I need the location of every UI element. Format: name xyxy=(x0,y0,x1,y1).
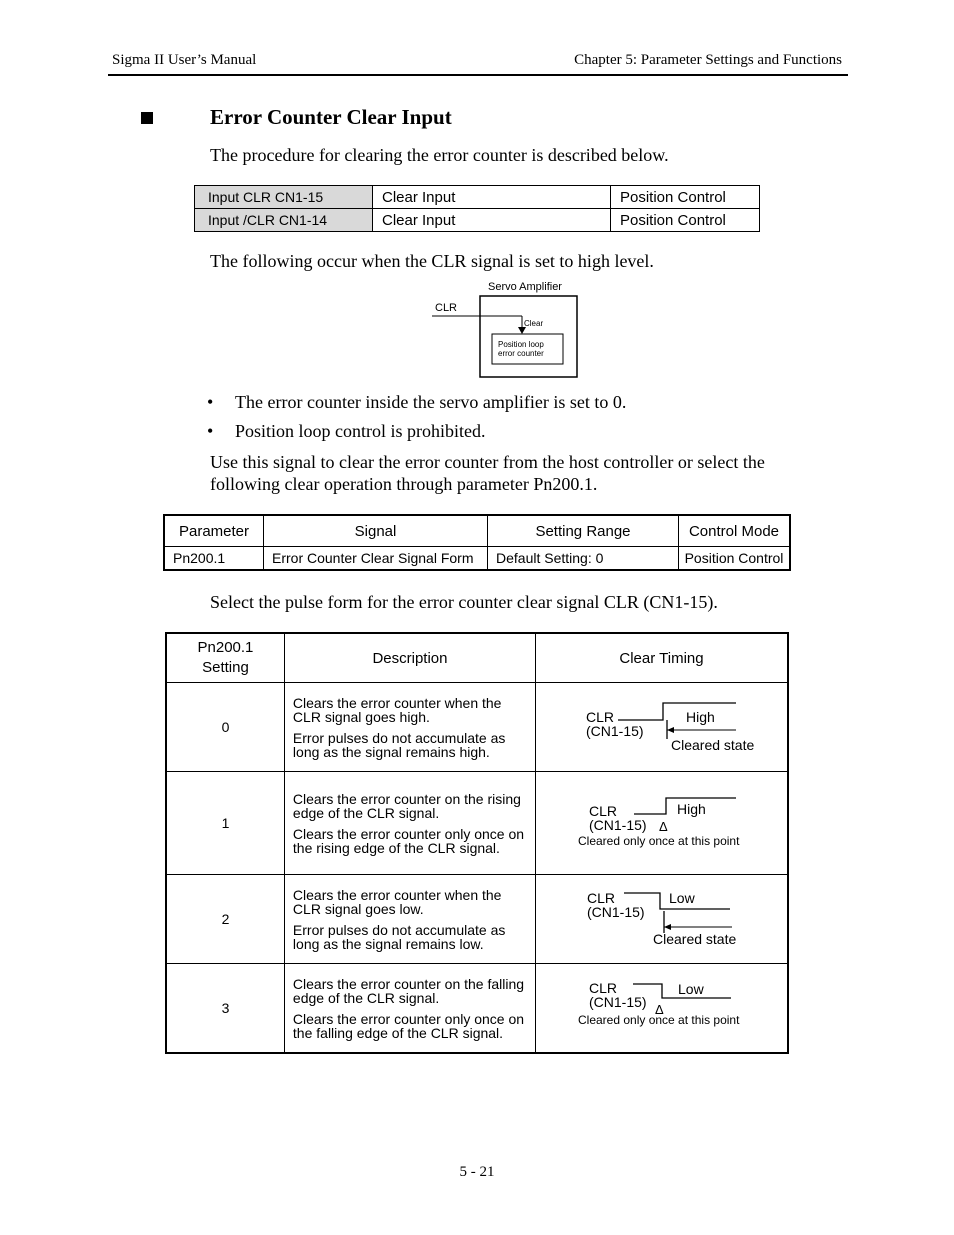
table-cell: Clear Input xyxy=(373,186,611,209)
timing-signal-label: CLR xyxy=(589,980,618,996)
timing-cell xyxy=(536,772,789,875)
header-setting-line1: Pn200.1 xyxy=(197,639,254,656)
column-header-description: Description xyxy=(284,633,535,683)
setting-value: 0 xyxy=(166,683,284,772)
description-cell xyxy=(284,875,535,964)
bullet-icon: • xyxy=(207,392,214,412)
table-cell: Pn200.1 xyxy=(164,547,264,571)
timing-diagram-rising xyxy=(536,772,787,870)
bullet-text: The error counter inside the servo amplifier is set to 0. xyxy=(235,392,627,412)
timing-signal-pin: (CN1-15) xyxy=(586,723,644,739)
clear-setting-table xyxy=(165,632,789,1054)
timing-signal-pin: (CN1-15) xyxy=(589,817,647,833)
description-text: Clears the error counter on the rising xyxy=(292,790,521,807)
table-cell: Position Control xyxy=(611,186,760,209)
parameter-table xyxy=(163,514,791,571)
timing-signal-pin: (CN1-15) xyxy=(589,994,647,1010)
section-title: Error Counter Clear Input xyxy=(210,105,452,129)
timing-cell xyxy=(536,683,789,772)
box-label-line1: Position loop xyxy=(498,340,544,349)
diagram-title: Servo Amplifier xyxy=(488,281,562,293)
description-text: edge of the CLR signal. xyxy=(292,804,440,821)
timing-diagram-low xyxy=(536,875,787,959)
box-label-line2: error counter xyxy=(498,349,544,358)
list-item xyxy=(207,421,486,442)
use-paragraph-line2: following clear operation through parameter Pn200.1. xyxy=(210,474,598,494)
input-signal-table xyxy=(194,185,760,232)
timing-diagram-falling xyxy=(536,964,787,1048)
table-row xyxy=(166,875,788,964)
description-text: Clears the error counter when the xyxy=(292,694,502,711)
description-cell xyxy=(284,683,535,772)
list-item xyxy=(207,392,626,413)
use-paragraph-line1: Use this signal to clear the error counter from the host controller or select the xyxy=(210,452,765,472)
amplifier-box xyxy=(480,296,577,377)
column-header: Control Mode xyxy=(679,515,791,547)
description-line xyxy=(293,923,527,951)
description-text: Error pulses do not accumulate as xyxy=(292,921,506,938)
timing-note: Cleared state xyxy=(653,931,737,947)
column-header: Signal xyxy=(264,515,488,547)
description-line xyxy=(293,977,527,1005)
signal-level-label: Low xyxy=(669,890,695,906)
description-text: edge of the CLR signal. xyxy=(292,989,440,1006)
table-row xyxy=(195,209,760,232)
servo-amplifier-diagram xyxy=(420,276,600,386)
description-text: long as the signal remains high. xyxy=(292,743,490,760)
page-number: 5 - 21 xyxy=(459,1164,495,1180)
table-cell: Position Control xyxy=(611,209,760,232)
column-header: Parameter xyxy=(164,515,264,547)
description-line xyxy=(293,888,527,916)
description-text: CLR signal goes low. xyxy=(292,900,424,917)
bullet-icon: • xyxy=(207,421,214,441)
delta-marker-icon: Δ xyxy=(655,1002,664,1017)
description-line xyxy=(293,792,527,820)
signal-level-label: High xyxy=(686,709,715,725)
signal-level-label: Low xyxy=(678,981,704,997)
table-header-row xyxy=(164,515,790,547)
description-text: the rising edge of the CLR signal. xyxy=(292,839,500,856)
description-cell xyxy=(284,964,535,1054)
signal-level-label: High xyxy=(677,801,706,817)
bullet-text: Position loop control is prohibited. xyxy=(235,421,486,441)
timing-signal-pin: (CN1-15) xyxy=(587,904,645,920)
delta-marker-icon: Δ xyxy=(659,819,668,834)
description-text: Clears the error counter on the falling xyxy=(292,975,525,992)
description-text: Clears the error counter only once on xyxy=(292,1010,525,1027)
header-manual-title: Sigma II User’s Manual xyxy=(112,52,257,68)
description-line xyxy=(293,696,527,724)
setting-value: 3 xyxy=(166,964,284,1054)
header-rule xyxy=(108,74,848,76)
description-text: Clears the error counter only once on xyxy=(292,825,525,842)
column-header: Setting Range xyxy=(488,515,679,547)
column-header-timing: Clear Timing xyxy=(536,633,789,683)
description-text: Clears the error counter when the xyxy=(292,886,502,903)
table-cell: Default Setting: 0 xyxy=(488,547,679,571)
diagram-clear-label: Clear xyxy=(524,319,544,328)
clear-arrow-head xyxy=(518,327,526,334)
table-cell: Clear Input xyxy=(373,209,611,232)
description-text: CLR signal goes high. xyxy=(292,708,430,725)
header-setting-line2: Setting xyxy=(202,659,249,676)
intro-paragraph: The procedure for clearing the error counter is described below. xyxy=(210,145,669,165)
description-cell xyxy=(284,772,535,875)
pulse-form-paragraph: Select the pulse form for the error counter clear signal CLR (CN1-15). xyxy=(210,592,718,612)
table-cell: Position Control xyxy=(679,547,791,571)
table-cell: Input /CLR CN1-14 xyxy=(195,209,373,232)
description-text: Error pulses do not accumulate as xyxy=(292,729,506,746)
signal-waveform xyxy=(618,703,736,720)
cleared-state-arrow xyxy=(667,727,674,733)
timing-note: Cleared only once at this point xyxy=(578,1013,740,1027)
description-line xyxy=(293,1012,527,1040)
timing-diagram-high xyxy=(536,683,787,767)
timing-signal-label: CLR xyxy=(587,890,616,906)
table-cell: Error Counter Clear Signal Form xyxy=(264,547,488,571)
diagram-clr-label: CLR xyxy=(435,302,458,314)
setting-value: 1 xyxy=(166,772,284,875)
table-row xyxy=(195,186,760,209)
timing-note: Cleared state xyxy=(671,737,755,753)
header-chapter-title: Chapter 5: Parameter Settings and Functions xyxy=(574,52,842,68)
description-line xyxy=(293,827,527,855)
description-line xyxy=(293,731,527,759)
section-square-icon xyxy=(141,112,153,124)
timing-cell xyxy=(536,875,789,964)
column-header-setting xyxy=(166,633,284,683)
table-row xyxy=(164,547,790,571)
high-level-paragraph: The following occur when the CLR signal is set to high level. xyxy=(210,251,654,271)
timing-note: Cleared only once at this point xyxy=(578,834,740,848)
table-row xyxy=(166,964,788,1054)
table-header-row xyxy=(166,633,788,683)
table-row xyxy=(166,683,788,772)
timing-signal-label: CLR xyxy=(589,803,618,819)
cleared-state-arrow xyxy=(664,924,671,930)
description-text: long as the signal remains low. xyxy=(292,935,484,952)
timing-cell xyxy=(536,964,789,1054)
setting-value: 2 xyxy=(166,875,284,964)
timing-signal-label: CLR xyxy=(586,709,615,725)
table-row xyxy=(166,772,788,875)
table-cell: Input CLR CN1-15 xyxy=(195,186,373,209)
description-text: the falling edge of the CLR signal. xyxy=(292,1024,504,1041)
